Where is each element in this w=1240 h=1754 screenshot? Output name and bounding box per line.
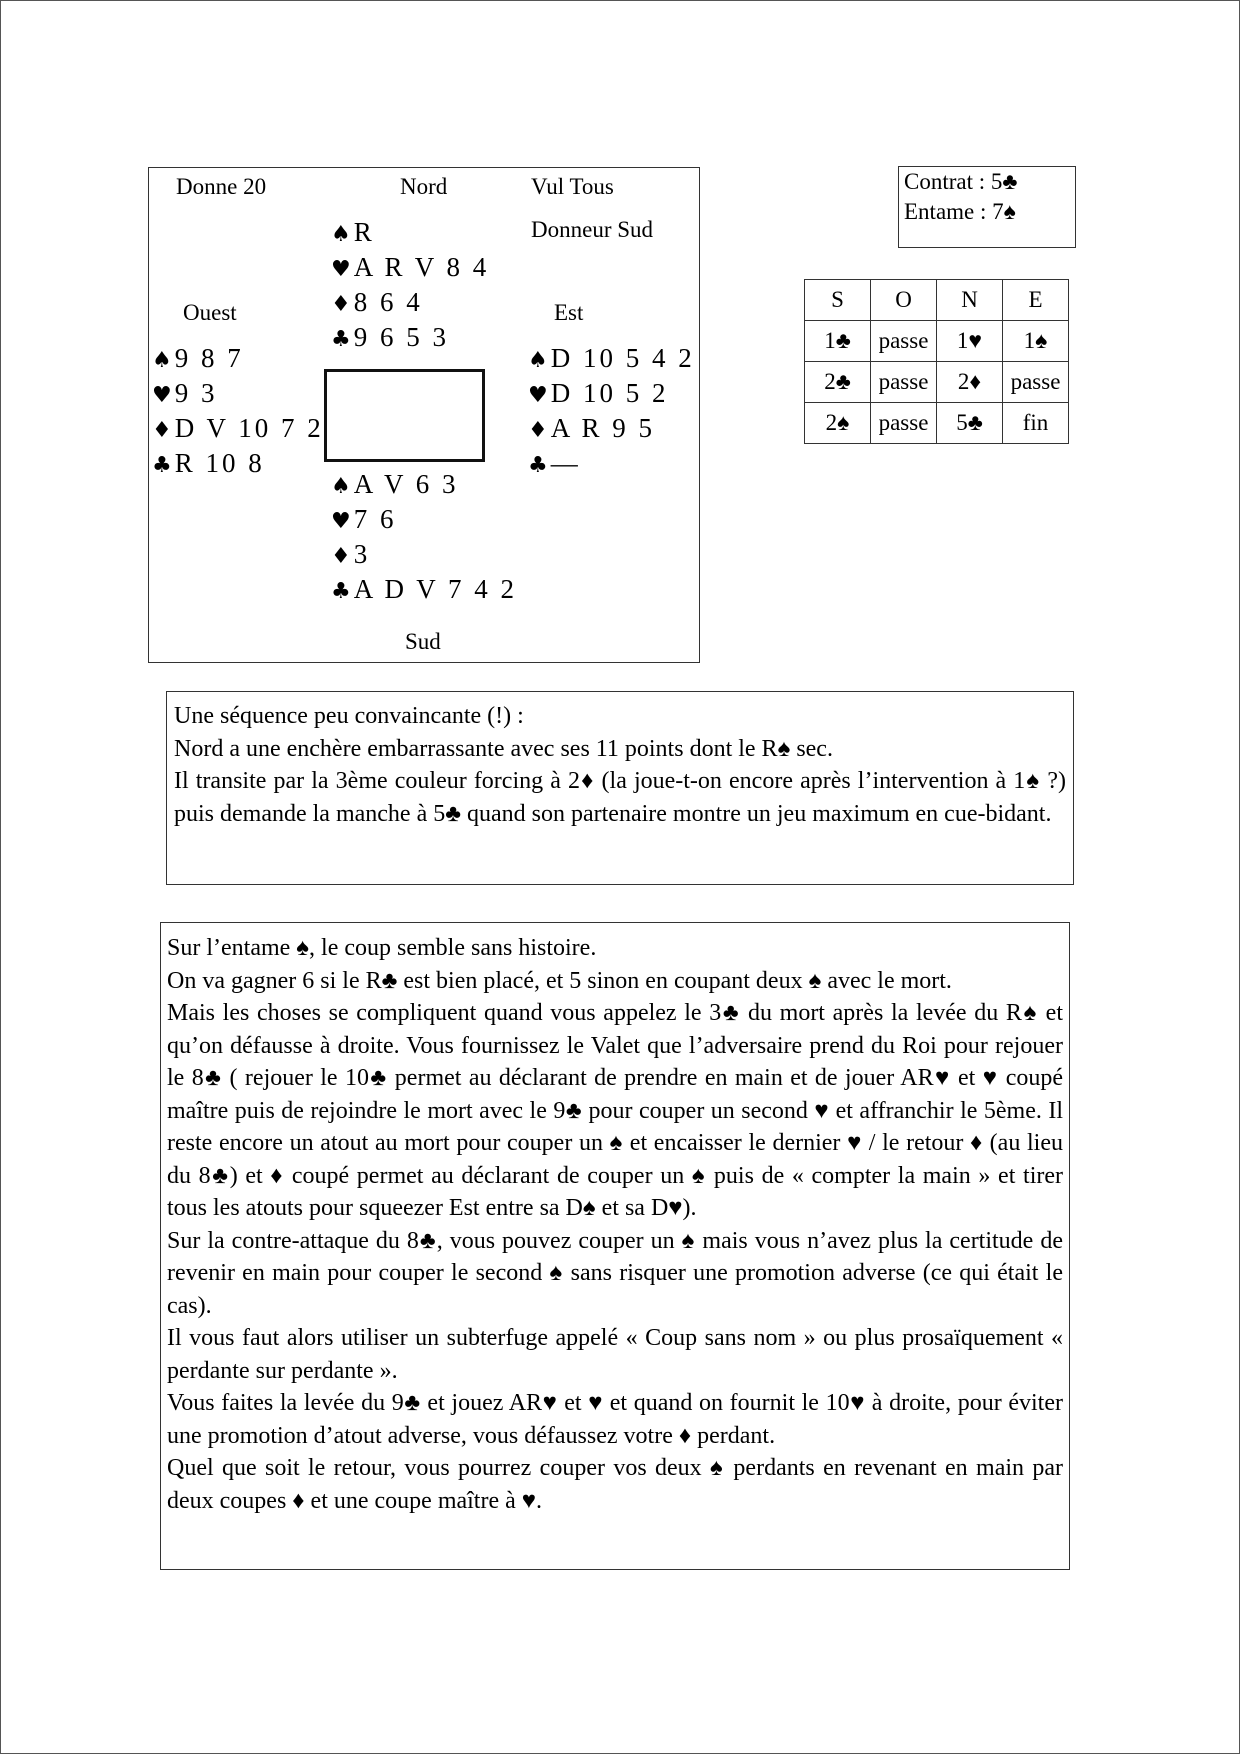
- commentary-paragraph: Une séquence peu convaincante (!) :: [174, 703, 524, 729]
- commentary-paragraph: Il vous faut alors utiliser un subterfuge appelé « Coup sans nom » ou plus prosaïquement « perdante sur perdante ».: [167, 1325, 1063, 1384]
- bid-cell: 2♣: [805, 362, 871, 403]
- diamond-icon: ♦: [331, 544, 351, 569]
- contract-label: Contrat : 5♣: [904, 169, 1018, 194]
- west-hearts: ♥ 9 3: [152, 378, 218, 408]
- lead-label: Entame : 7♠: [904, 199, 1016, 224]
- commentary-paragraph: Quel que soit le retour, vous pourrez couper vos deux ♠ perdants en revenant en main par deux coupes ♦ et une coupe maître à ♥.: [167, 1455, 1063, 1514]
- south-label: Sud: [405, 629, 441, 654]
- vulnerability: Vul Tous: [531, 174, 614, 199]
- dealer: Donneur Sud: [531, 217, 654, 242]
- north-hearts: ♥ A R V 8 4: [331, 252, 490, 282]
- bidding-header-row: [805, 280, 1069, 321]
- contract-box: [898, 166, 1076, 248]
- bidding-row: [805, 362, 1069, 403]
- north-label: Nord: [400, 174, 448, 199]
- east-label: Est: [554, 300, 584, 325]
- east-diamonds: ♦ A R 9 5: [528, 413, 656, 443]
- bid-cell: 5♣: [937, 403, 1003, 444]
- bid-cell: 1♥: [937, 321, 1003, 362]
- north-hand: [331, 215, 489, 355]
- bid-cell: passe: [1003, 362, 1069, 403]
- south-hand: [331, 467, 517, 607]
- heart-icon: ♥: [331, 257, 351, 282]
- spade-icon: ♠: [528, 348, 548, 373]
- bidding-row: [805, 321, 1069, 362]
- board-number: Donne 20: [176, 174, 267, 199]
- bid-cell: 2♦: [937, 362, 1003, 403]
- commentary-paragraph: Nord a une enchère embarrassante avec ses 11 points dont le R♠ sec.: [174, 735, 833, 762]
- diamond-icon: ♦: [331, 292, 351, 317]
- bidding-header: S: [805, 280, 871, 321]
- club-icon: ♣: [331, 579, 351, 604]
- west-diamonds: ♦ D V 10 7 2: [152, 413, 324, 443]
- bid-cell: passe: [871, 403, 937, 444]
- north-spades: ♠ R: [331, 217, 375, 247]
- heart-icon: ♥: [331, 509, 351, 534]
- commentary-paragraph: Il transite par la 3ème couleur forcing à 2♦ (la joue-t-on encore après l’intervention à 1♠ ?) puis demande la manche à 5♣ quand son partenaire montre un jeu maximum en cue-bidant.: [174, 768, 1066, 827]
- south-diamonds: ♦ 3: [331, 539, 371, 569]
- table-square: [324, 369, 485, 462]
- west-clubs: ♣ R 10 8: [152, 448, 265, 478]
- bidding-table: [804, 279, 1069, 444]
- heart-icon: ♥: [152, 383, 172, 408]
- east-hearts: ♥ D 10 5 2: [528, 378, 669, 408]
- bidding-header: N: [937, 280, 1003, 321]
- bidding-header: O: [871, 280, 937, 321]
- bidding-header: E: [1003, 280, 1069, 321]
- south-hearts: ♥ 7 6: [331, 504, 397, 534]
- east-spades: ♠ D 10 5 4 2: [528, 343, 695, 373]
- spade-icon: ♠: [331, 474, 351, 499]
- south-clubs: ♣ A D V 7 4 2: [331, 574, 518, 604]
- commentary-paragraph: Sur la contre-attaque du 8♣, vous pouvez couper un ♠ mais vous n’avez plus la certitude de revenir en main pour couper le second ♠ sans risquer une promotion adverse (ce qui était le cas).: [167, 1227, 1063, 1319]
- diamond-icon: ♦: [528, 418, 548, 443]
- west-spades: ♠ 9 8 7: [152, 343, 244, 373]
- club-icon: ♣: [331, 327, 351, 352]
- south-spades: ♠ A V 6 3: [331, 469, 459, 499]
- west-label: Ouest: [183, 300, 237, 325]
- bid-cell: 1♠: [1003, 321, 1069, 362]
- bidding-commentary: [166, 691, 1074, 885]
- north-diamonds: ♦ 8 6 4: [331, 287, 423, 317]
- bid-cell: fin: [1003, 403, 1069, 444]
- club-icon: ♣: [528, 453, 548, 478]
- east-clubs: ♣ —: [528, 448, 581, 478]
- diamond-icon: ♦: [152, 418, 172, 443]
- commentary-paragraph: Mais les choses se compliquent quand vous appelez le 3♣ du mort après la levée du R♠ et qu’on défausse à droite. Vous fournissez le Valet que l’adversaire prend du Roi pour rejouer le 8♣ ( rejouer le 10♣ permet au déclarant de prendre en main et de jouer AR♥ et ♥ coupé maître puis de rejoindre le mort avec le 9♣ pour couper un second ♥ et affranchir le 5ème. Il reste encore un atout au mort pour couper un ♠ et encaisser le dernier ♥ / le retour ♦ (au lieu du 8♣) et ♦ coupé permet au déclarant de couper un ♠ puis de « compter la main » et tirer tous les atouts pour squeezer Est entre sa D♠ et sa D♥).: [167, 1000, 1063, 1221]
- north-clubs: ♣ 9 6 5 3: [331, 322, 449, 352]
- spade-icon: ♠: [152, 348, 172, 373]
- west-hand: [152, 341, 324, 481]
- commentary-paragraph: Sur l’entame ♠, le coup semble sans histoire.: [167, 935, 597, 961]
- club-icon: ♣: [152, 453, 172, 478]
- spade-icon: ♠: [331, 222, 351, 247]
- bidding-row: [805, 403, 1069, 444]
- play-commentary: [160, 922, 1070, 1570]
- heart-icon: ♥: [528, 383, 548, 408]
- bid-cell: 1♣: [805, 321, 871, 362]
- bid-cell: 2♠: [805, 403, 871, 444]
- commentary-paragraph: Vous faites la levée du 9♣ et jouez AR♥ et ♥ et quand on fournit le 10♥ à droite, pour éviter une promotion d’atout adverse, vous défaussez votre ♦ perdant.: [167, 1390, 1063, 1449]
- bid-cell: passe: [871, 362, 937, 403]
- bid-cell: passe: [871, 321, 937, 362]
- commentary-paragraph: On va gagner 6 si le R♣ est bien placé, et 5 sinon en coupant deux ♠ avec le mort.: [167, 967, 952, 994]
- east-hand: [528, 341, 695, 481]
